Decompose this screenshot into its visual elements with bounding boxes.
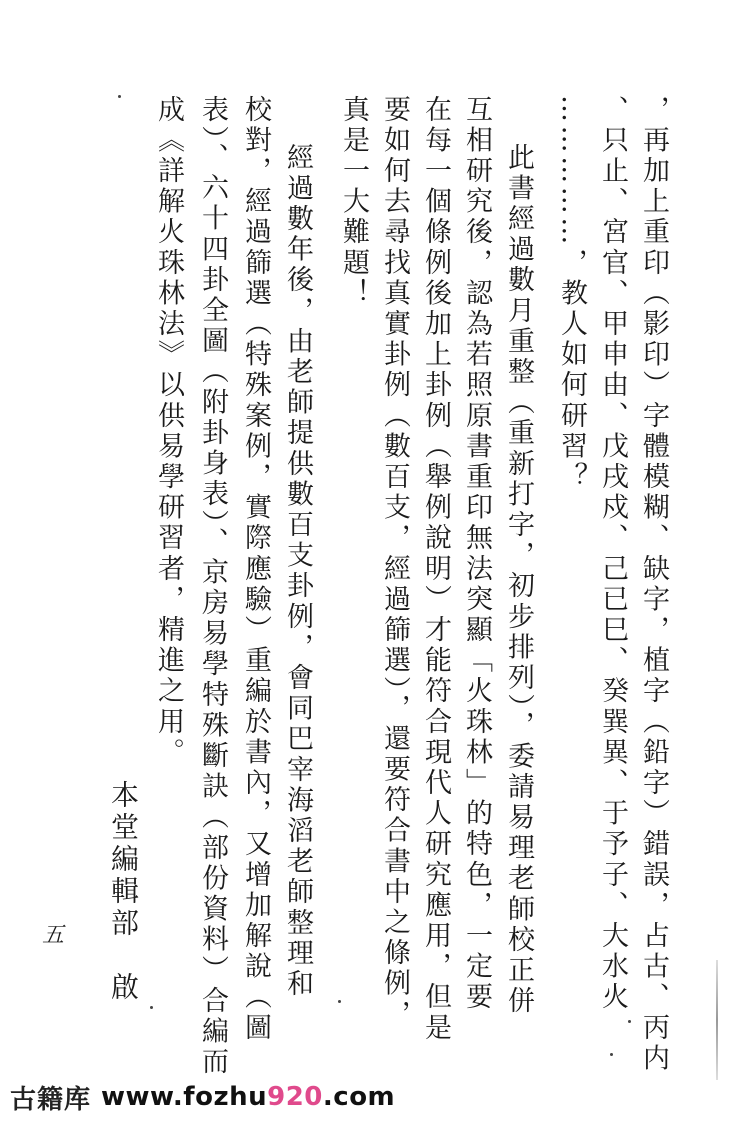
text-column-6: 在每一個條例後加上卦例（舉例說明）才能符合現代人研究應用，但是: [420, 95, 451, 1044]
text-column-10: 校對，經過篩選（特殊案例，實際應驗）重編於書內，又增加解說（圖: [240, 95, 271, 1044]
url-prefix: www.fozhu: [101, 1082, 268, 1112]
site-name: 古籍库: [10, 1084, 92, 1115]
text-column-8: 真是一大難題！: [338, 95, 369, 310]
signature: 本堂編輯部 啟: [107, 780, 140, 1004]
text-column-1: ，再加上重印（影印）字體模糊、缺字，植字（鉛字）錯誤，占古、丙内: [638, 95, 669, 1075]
page-number: 五: [42, 923, 65, 948]
scan-edge-shadow: [716, 960, 718, 1080]
url-digits: 920: [267, 1082, 323, 1112]
scan-speck: [628, 1020, 631, 1023]
scan-speck: [610, 1053, 613, 1056]
url-suffix: .com: [322, 1082, 396, 1112]
text-column-11: 表）、六十四卦全圖（附卦身表）、京房易學特殊斷訣（部份資料）合編而: [197, 95, 228, 1078]
text-column-7: 要如何去尋找真實卦例（數百支，經過篩選），還要符合書中之條例，: [379, 95, 410, 1031]
site-url[interactable]: [101, 1082, 395, 1112]
scan-speck: [150, 1006, 153, 1009]
text-column-9: 經過數年後，由老師提供數百支卦例，會同巴宰海滔老師整理和: [282, 143, 313, 1000]
text-column-2: 、只止、宮官、甲申由、戊戌戍、己已巳、癸巽異、于予子、大水火: [597, 95, 628, 1013]
site-watermark: [10, 1077, 395, 1117]
text-column-12: 成《詳解火珠林法》以供易學研習者，精進之用。: [153, 95, 184, 769]
scan-speck: [338, 1000, 341, 1003]
text-column-4: 此書經過數月重整（重新打字，初步排列），委請易理老師校正併: [503, 143, 534, 1017]
text-column-3: ……………，教人如何研習？: [556, 95, 587, 493]
text-column-5: 互相研究後，認為若照原書重印無法突顯「火珠林」的特色，一定要: [461, 95, 492, 1013]
scan-speck: [118, 95, 121, 98]
